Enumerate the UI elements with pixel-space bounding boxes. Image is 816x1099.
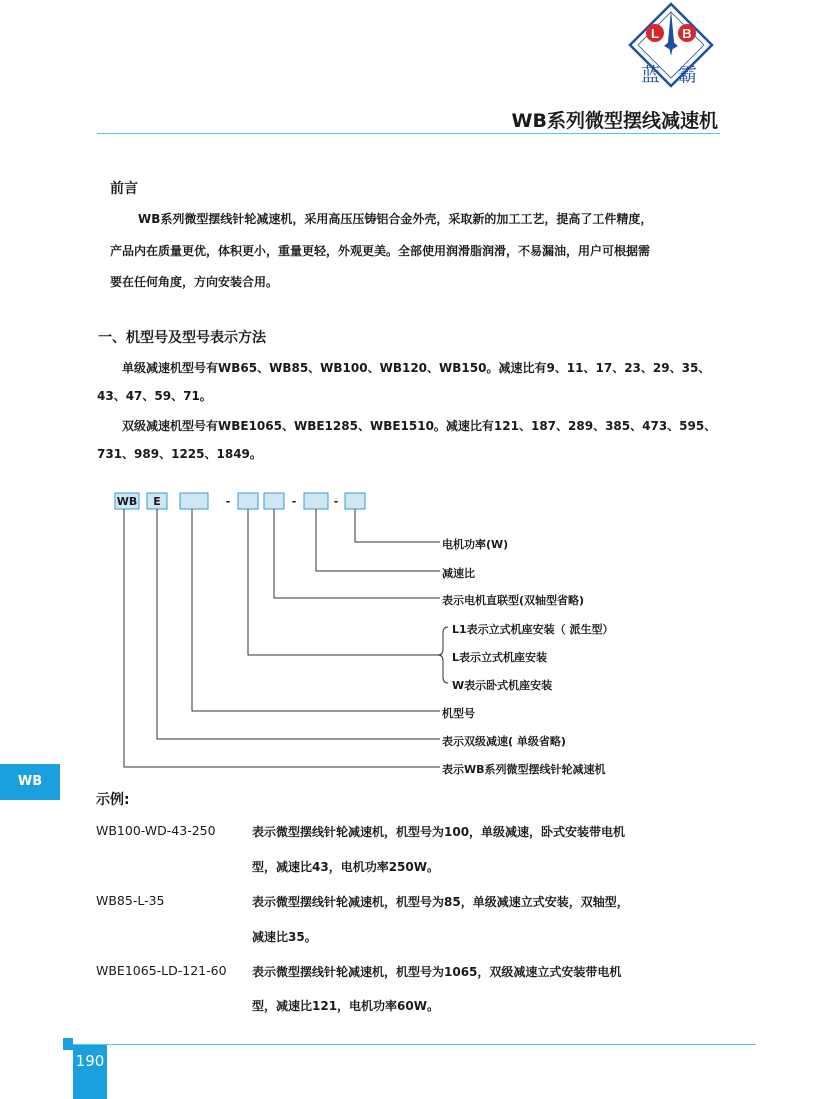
example-desc-line2: 型，减速比43，电机功率250W。	[252, 860, 439, 874]
code-box-model	[180, 493, 208, 509]
section1-line-4: 731、989、1225、1849。	[97, 447, 262, 461]
intro-heading: 前言	[110, 181, 138, 197]
diagram-label-w: W表示卧式机座安装	[452, 679, 553, 692]
intro-line-3: 要在任何角度，方向安装合用。	[110, 275, 279, 289]
diagram-label-ratio: 减速比	[442, 567, 475, 580]
code-box-power	[345, 493, 365, 509]
example-desc-line1: 表示微型摆线针轮减速机，机型号为85，单级减速立式安装，双轴型，	[252, 895, 629, 909]
section1-line-3: 双级减速机型号有WBE1065、WBE1285、WBE1510。减速比有121、187、289、385、473、595、	[122, 419, 717, 433]
section1-line-1: 单级减速机型号有WB65、WB85、WB100、WB120、WB150。减速比有9、11、17、23、29、35、	[122, 361, 711, 375]
section1-heading: 一、机型号及型号表示方法	[98, 330, 266, 346]
code-dash-2: -	[291, 495, 297, 508]
code-dash-1: -	[225, 495, 231, 508]
diagram-label-double: 表示双级减速( 单级省略)	[442, 735, 566, 748]
examples-heading: 示例:	[96, 792, 130, 808]
code-box-direct	[264, 493, 284, 509]
footer-divider	[63, 1044, 756, 1045]
page-number: 190	[75, 1052, 105, 1070]
logo-letter-left: L	[651, 26, 659, 41]
page-title: WB系列微型摆线减速机	[511, 110, 718, 132]
code-box-e-label: E	[153, 495, 161, 508]
example-code: WB100-WD-43-250	[96, 823, 216, 838]
example-code: WB85-L-35	[96, 893, 165, 908]
diagram-label-direct: 表示电机直联型(双轴型省略)	[442, 594, 585, 607]
logo-text: 蓝 霸	[640, 64, 704, 86]
diagram-label-model: 机型号	[442, 707, 475, 720]
example-desc-line1: 表示微型摆线针轮减速机，机型号为1065，双级减速立式安装带电机	[252, 965, 622, 979]
code-dash-3: -	[333, 495, 339, 508]
intro-line-2: 产品内在质量更优，体积更小，重量更轻，外观更美。全部使用润滑脂润滑，不易漏油，用户可根据需	[110, 244, 651, 258]
example-code: WBE1065-LD-121-60	[96, 963, 227, 978]
logo-letter-right: B	[682, 26, 692, 41]
header-divider	[97, 133, 720, 134]
example-desc-line1: 表示微型摆线针轮减速机，机型号为100，单级减速，卧式安装带电机	[252, 825, 626, 839]
example-desc-line2: 型，减速比121，电机功率60W。	[252, 999, 439, 1013]
side-tab: WB	[0, 764, 60, 800]
code-box-ratio	[304, 493, 328, 509]
diagram-label-power: 电机功率(W)	[442, 538, 509, 551]
diagram-label-series: 表示WB系列微型摆线针轮减速机	[442, 763, 606, 776]
footer-marker	[63, 1038, 73, 1050]
code-box-mount	[238, 493, 258, 509]
example-desc-line2: 减速比35。	[252, 930, 317, 944]
diagram-label-l1: L1表示立式机座安装（ 派生型）	[452, 623, 614, 636]
diagram-label-l: L表示立式机座安装	[452, 651, 548, 664]
intro-line-1: WB系列微型摆线针轮减速机，采用高压压铸铝合金外壳，采取新的加工工艺，提高了工件精度，	[138, 212, 653, 226]
section1-line-2: 43、47、59、71。	[97, 389, 212, 403]
code-box-wb-label: WB	[116, 495, 138, 508]
